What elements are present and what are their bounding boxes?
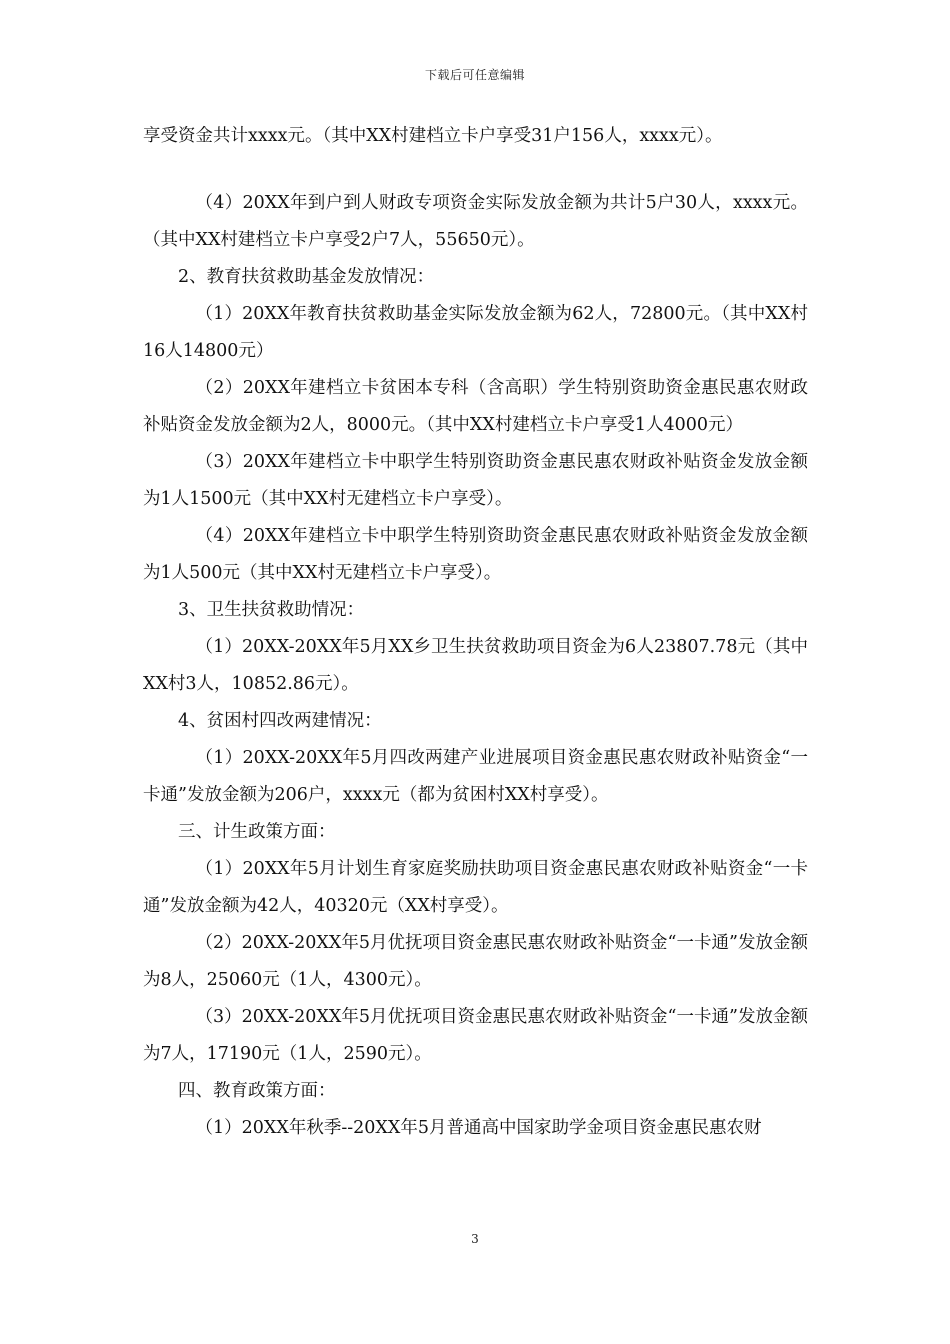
paragraph: （1）20XX年教育扶贫救助基金实际发放金额为62人，72800元。（其中XX村16人14800元） <box>143 304 808 361</box>
document-body <box>143 118 808 1147</box>
paragraph: （1）20XX-20XX年5月四改两建产业进展项目资金惠民惠农财政补贴资金“一卡通”发放金额为206户，xxxx元（都为贫困村XX村享受）。 <box>143 748 808 805</box>
page-number: 3 <box>471 1232 479 1246</box>
paragraph: 享受资金共计xxxx元。（其中XX村建档立卡户享受31户156人，xxxx元）。 <box>143 126 723 146</box>
paragraph: （1）20XX年秋季--20XX年5月普通高中国家助学金项目资金惠民惠农财 <box>195 1118 762 1138</box>
paragraph: （3）20XX-20XX年5月优抚项目资金惠民惠农财政补贴资金“一卡通”发放金额为7人，17190元（1人，2590元）。 <box>143 1007 808 1064</box>
section-heading: 三、计生政策方面： <box>178 822 336 842</box>
section-heading: 3、卫生扶贫救助情况： <box>178 600 365 620</box>
section-heading: 四、教育政策方面： <box>178 1081 336 1101</box>
paragraph: （2）20XX年建档立卡贫困本专科（含高职）学生特别资助资金惠民惠农财政补贴资金发放金额为2人，8000元。（其中XX村建档立卡户享受1人4000元） <box>143 378 808 435</box>
paragraph: （3）20XX年建档立卡中职学生特别资助资金惠民惠农财政补贴资金发放金额为1人1500元（其中XX村无建档立卡户享受）。 <box>143 452 808 509</box>
page-header: 下载后可任意编辑 <box>424 68 525 82</box>
paragraph: （4）20XX年到户到人财政专项资金实际发放金额为共计5户30人，xxxx元。（其中XX村建档立卡户享受2户7人，55650元）。 <box>143 193 808 250</box>
section-heading: 2、教育扶贫救助基金发放情况： <box>178 267 435 287</box>
paragraph: （1）20XX年5月计划生育家庭奖励扶助项目资金惠民惠农财政补贴资金“一卡通”发放金额为42人，40320元（XX村享受）。 <box>143 859 808 916</box>
paragraph: （1）20XX-20XX年5月XX乡卫生扶贫救助项目资金为6人23807.78元（其中XX村3人，10852.86元）。 <box>143 637 808 694</box>
section-heading: 4、贫困村四改两建情况： <box>178 711 382 731</box>
paragraph: （4）20XX年建档立卡中职学生特别资助资金惠民惠农财政补贴资金发放金额为1人500元（其中XX村无建档立卡户享受）。 <box>143 526 808 583</box>
paragraph: （2）20XX-20XX年5月优抚项目资金惠民惠农财政补贴资金“一卡通”发放金额为8人，25060元（1人，4300元）。 <box>143 933 808 990</box>
